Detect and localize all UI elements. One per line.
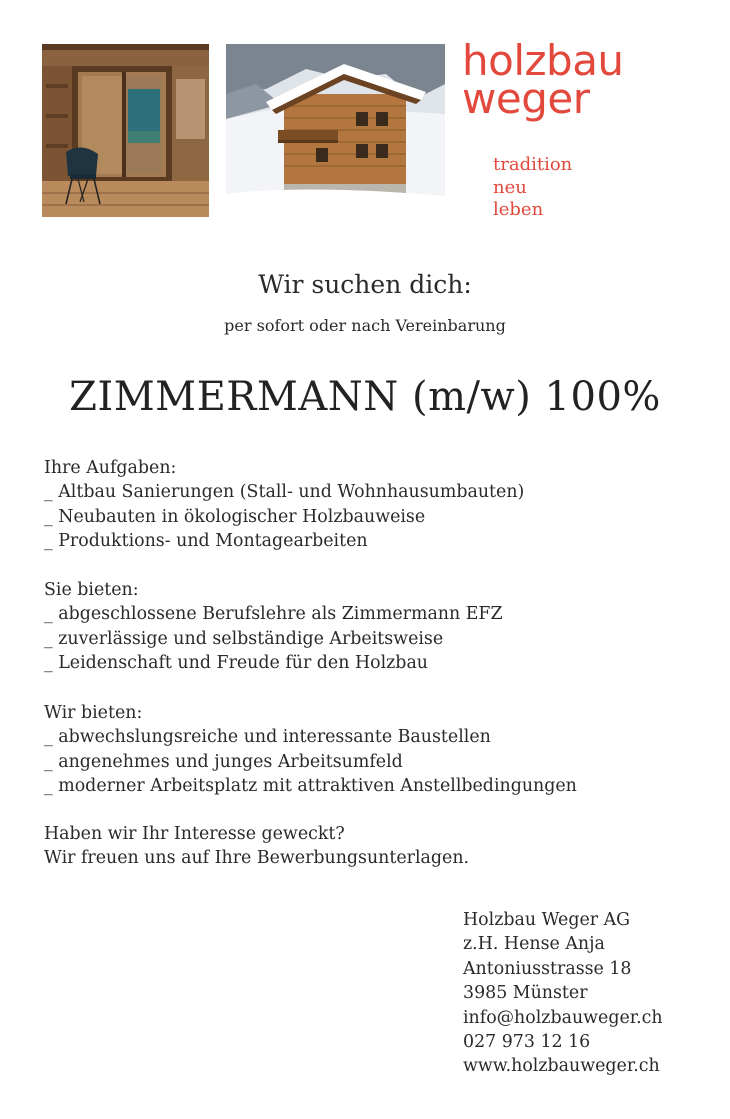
list-item: _ Neubauten in ökologischer Holzbauweise — [44, 506, 426, 527]
city: 3985 Münster — [463, 983, 588, 1004]
offer-section — [44, 701, 577, 799]
tagline — [493, 154, 572, 222]
section-heading: Sie bieten: — [44, 580, 139, 600]
closing-text — [44, 822, 469, 871]
company-logo — [462, 36, 624, 123]
street-address: Antoniusstrasse 18 — [463, 958, 632, 979]
headline: Wir suchen dich: — [258, 270, 472, 299]
tagline-line: neu — [493, 176, 527, 198]
list-item: _ Produktions- und Montagearbeiten — [44, 531, 368, 552]
list-item: _ abwechslungsreiche und interessante Baustellen — [44, 727, 491, 748]
closing-line: Wir freuen uns auf Ihre Bewerbungsunterlagen. — [44, 848, 470, 869]
logo-line-weger: weger — [462, 74, 590, 123]
requirements-section — [44, 578, 503, 676]
chalet-photo — [226, 44, 445, 217]
list-item: _ Leidenschaft und Freude für den Holzbau — [44, 653, 429, 674]
closing-line: Haben wir Ihr Interesse geweckt? — [44, 824, 345, 844]
contact-person: z.H. Hense Anja — [463, 934, 605, 955]
list-item: _ angenehmes und junges Arbeitsumfeld — [44, 751, 403, 772]
section-heading: Ihre Aufgaben: — [44, 458, 177, 478]
list-item: _ moderner Arbeitsplatz mit attraktiven Anstellbedingungen — [44, 776, 577, 797]
email-link[interactable]: info@holzbauweger.ch — [463, 1007, 663, 1028]
list-item: _ Altbau Sanierungen (Stall- und Wohnhausumbauten) — [44, 482, 525, 503]
start-date-note: per sofort oder nach Vereinbarung — [224, 316, 506, 335]
list-item: _ abgeschlossene Berufslehre als Zimmermann EFZ — [44, 604, 503, 625]
tagline-line: tradition — [493, 154, 573, 175]
section-heading: Wir bieten: — [44, 703, 143, 723]
tagline-line: leben — [493, 199, 544, 220]
interior-photo — [42, 44, 209, 217]
list-item: _ zuverlässige und selbständige Arbeitsweise — [44, 628, 444, 649]
tasks-section — [44, 456, 524, 554]
website-link[interactable]: www.holzbauweger.ch — [463, 1056, 660, 1077]
contact-block — [463, 908, 663, 1079]
company-name: Holzbau Weger AG — [463, 910, 631, 930]
job-title: ZIMMERMANN (m/w) 100% — [69, 374, 661, 420]
logo-line-holzbau: holzbau — [462, 36, 624, 85]
phone-number: 027 973 12 16 — [463, 1032, 591, 1053]
